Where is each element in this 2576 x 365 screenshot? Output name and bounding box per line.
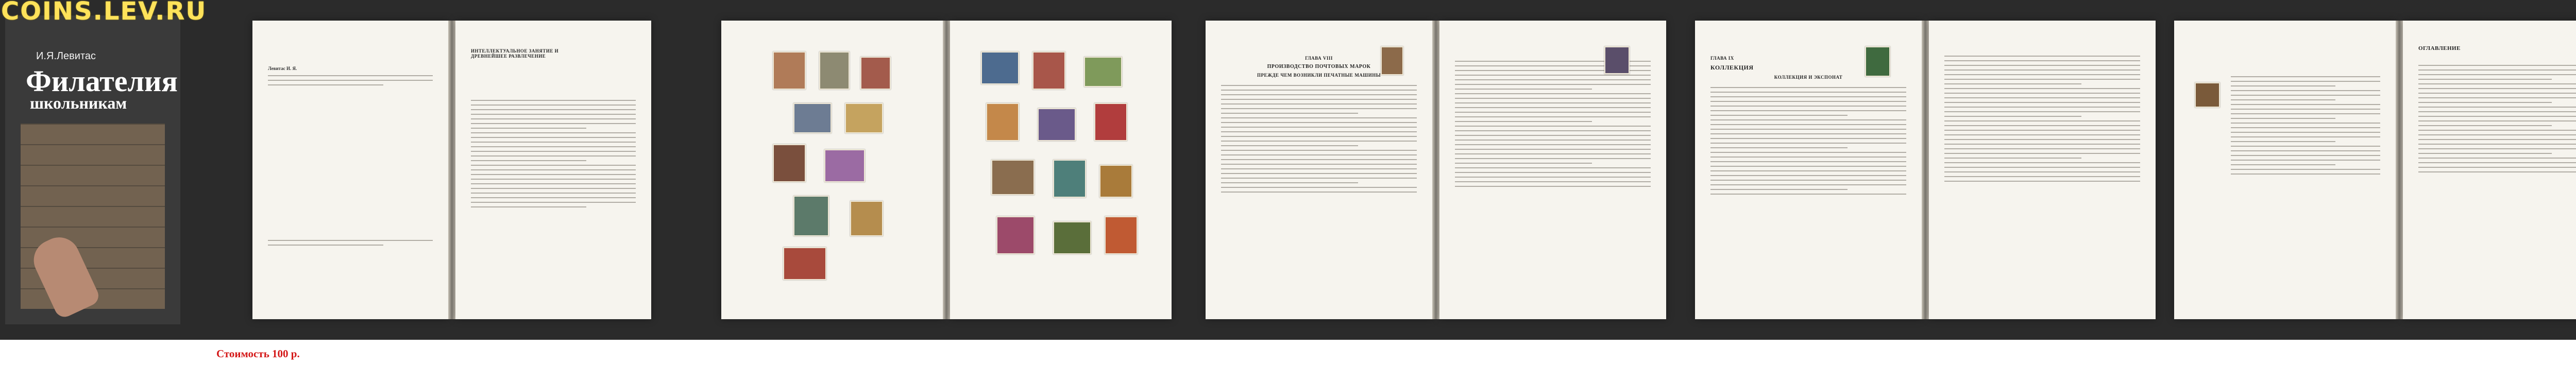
chapter-title: КОЛЛЕКЦИЯ bbox=[1710, 64, 1754, 71]
spread-stamps bbox=[701, 0, 1190, 340]
page-stamps-left bbox=[721, 21, 943, 319]
cover-title: Филателия bbox=[26, 64, 178, 98]
stamp bbox=[1099, 165, 1132, 198]
stamp bbox=[773, 51, 806, 90]
spread-contents bbox=[2164, 0, 2576, 340]
stamp bbox=[1038, 108, 1076, 141]
stamp bbox=[986, 103, 1019, 141]
page-chapter8 bbox=[1206, 21, 1433, 319]
spread-production bbox=[1190, 0, 1680, 340]
bib-block bbox=[268, 45, 433, 304]
gutter bbox=[1922, 21, 1929, 319]
page-bibliography bbox=[252, 21, 449, 319]
section-title: ИНТЕЛЛЕКТУАЛЬНОЕ ЗАНЯТИЕ И ДРЕВНЕЙШЕЕ РАЗВЛЕЧЕНИЕ bbox=[471, 48, 559, 59]
book-cover bbox=[5, 15, 180, 324]
stamp bbox=[1084, 57, 1122, 87]
contents-right-text bbox=[2418, 45, 2576, 304]
gutter bbox=[1432, 21, 1439, 319]
spread-title bbox=[191, 0, 701, 340]
gutter bbox=[2396, 21, 2403, 319]
stamp bbox=[991, 160, 1035, 195]
bib-author: Левитас И. Я. bbox=[268, 66, 297, 71]
page-chapter9 bbox=[1695, 21, 1922, 319]
page-contents-right bbox=[2403, 21, 2576, 319]
production-text bbox=[1455, 45, 1651, 304]
gutter bbox=[448, 21, 455, 319]
stamp bbox=[850, 201, 883, 236]
spread-collection bbox=[1680, 0, 2164, 340]
stamp bbox=[981, 51, 1019, 84]
collection-text bbox=[1944, 45, 2140, 304]
stamp bbox=[1094, 103, 1127, 141]
stamp bbox=[1053, 160, 1086, 198]
stamp bbox=[2195, 82, 2220, 108]
stamp bbox=[1032, 51, 1065, 90]
chapter-subtitle: ПРЕЖДЕ ЧЕМ ВОЗНИКЛИ ПЕЧАТНЫЕ МАШИНЫ bbox=[1257, 73, 1381, 78]
page-collection-text bbox=[1929, 21, 2156, 319]
price-label: Стоимость 100 р. bbox=[216, 347, 300, 360]
stamp bbox=[1865, 46, 1890, 77]
chapter-subtitle: КОЛЛЕКЦИЯ И ЭКСПОНАТ bbox=[1774, 75, 1843, 80]
watermark: COINS.LEV.RU bbox=[1, 0, 207, 26]
stamp bbox=[819, 51, 850, 90]
stamp bbox=[1105, 216, 1138, 254]
page-intro bbox=[455, 21, 651, 319]
stamp bbox=[783, 247, 826, 280]
stamp bbox=[845, 103, 883, 133]
stamp bbox=[824, 149, 865, 182]
stamp bbox=[996, 216, 1035, 254]
page-production-text bbox=[1439, 21, 1666, 319]
gutter bbox=[943, 21, 950, 319]
page-contents-left bbox=[2174, 21, 2396, 319]
chapter8-text bbox=[1221, 45, 1417, 304]
cover-author: И.Я.Левитас bbox=[36, 50, 96, 62]
chapter-title: ПРОИЗВОДСТВО ПОЧТОВЫХ МАРОК bbox=[1267, 64, 1371, 69]
intro-text bbox=[471, 45, 636, 304]
stamp bbox=[773, 144, 806, 182]
stamp bbox=[793, 196, 829, 236]
chapter-label: ГЛАВА IX bbox=[1710, 56, 1734, 61]
stamp bbox=[793, 103, 832, 133]
stamp bbox=[1053, 221, 1091, 254]
chapter9-text bbox=[1710, 45, 1906, 304]
contents-left-text bbox=[2231, 45, 2380, 304]
stamp bbox=[1381, 46, 1403, 75]
contents-title: ОГЛАВЛЕНИЕ bbox=[2418, 45, 2461, 51]
stamp bbox=[860, 57, 891, 90]
cover-panel bbox=[0, 0, 191, 340]
page-stamps-right bbox=[950, 21, 1172, 319]
cover-subtitle: школьникам bbox=[30, 94, 127, 112]
stamp bbox=[1604, 46, 1630, 74]
chapter-label: ГЛАВА VIII bbox=[1305, 56, 1333, 61]
